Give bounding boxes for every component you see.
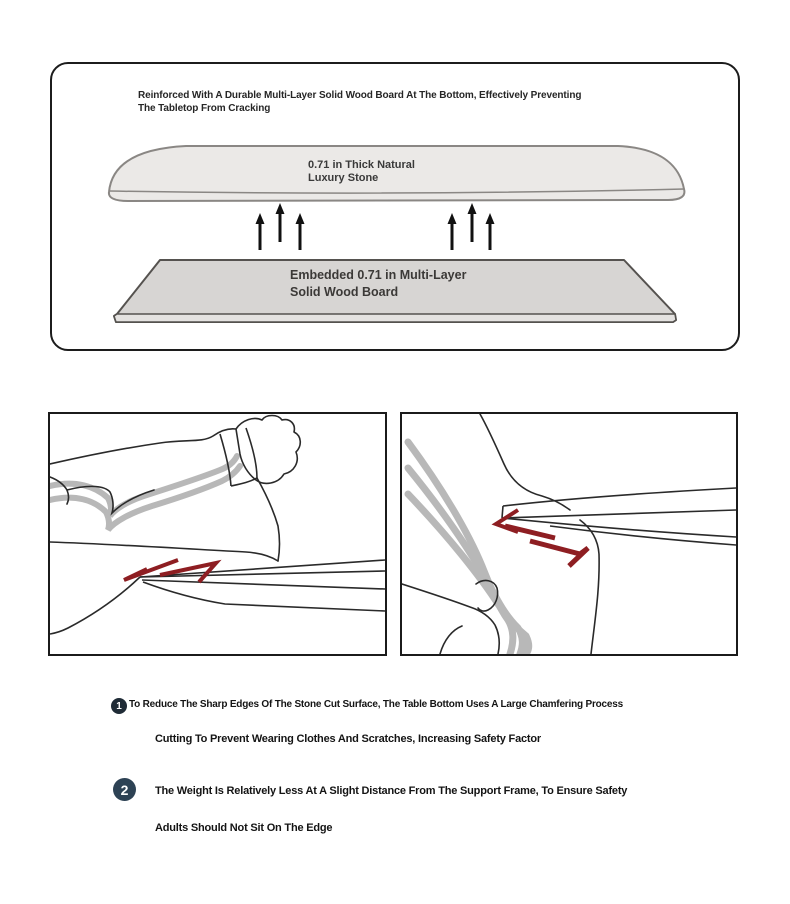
construction-diagram-box bbox=[50, 62, 740, 351]
leg-outline bbox=[402, 414, 599, 654]
note-2-number: 2 bbox=[120, 781, 129, 798]
edge-panel-knee bbox=[400, 412, 738, 656]
diagram-heading bbox=[138, 89, 698, 115]
note-1-badge bbox=[111, 698, 127, 714]
note-2-line1: The Weight Is Relatively Less At A Slight Distance From The Support Frame, To Ensure Safety bbox=[155, 785, 628, 797]
table-edge-lines bbox=[502, 488, 736, 545]
upward-force-arrows bbox=[256, 203, 495, 250]
note-1-number: 1 bbox=[116, 700, 122, 712]
wood-label bbox=[290, 267, 466, 301]
wood-label-line2: Solid Wood Board bbox=[290, 285, 399, 299]
arm-outline bbox=[50, 429, 280, 561]
arm-at-table-edge-illustration bbox=[50, 414, 385, 654]
edge-panel-arm bbox=[48, 412, 387, 656]
diagram-heading-line1: Reinforced With A Durable Multi-Layer Solid Wood Board At The Bottom, Effectively Preventing bbox=[138, 90, 582, 101]
note-2-line2: Adults Should Not Sit On The Edge bbox=[155, 822, 333, 834]
stone-label bbox=[308, 159, 415, 185]
note-2-badge bbox=[113, 778, 136, 801]
knee-at-table-edge-illustration bbox=[402, 414, 736, 654]
wood-label-line1: Embedded 0.71 in Multi-Layer bbox=[290, 268, 467, 282]
diagram-heading-line2: The Tabletop From Cracking bbox=[138, 103, 271, 114]
note-1-line2: Cutting To Prevent Wearing Clothes And Scratches, Increasing Safety Factor bbox=[155, 733, 541, 745]
trouser-stripes bbox=[408, 442, 529, 654]
stone-label-line2: Luxury Stone bbox=[308, 172, 379, 184]
wood-board-edge-strip bbox=[114, 314, 676, 322]
note-1-line1: To Reduce The Sharp Edges Of The Stone Cut Surface, The Table Bottom Uses A Large Chamfering Process bbox=[129, 699, 623, 710]
stone-label-line1: 0.71 in Thick Natural bbox=[308, 159, 415, 171]
table-edge-lines bbox=[50, 560, 385, 634]
